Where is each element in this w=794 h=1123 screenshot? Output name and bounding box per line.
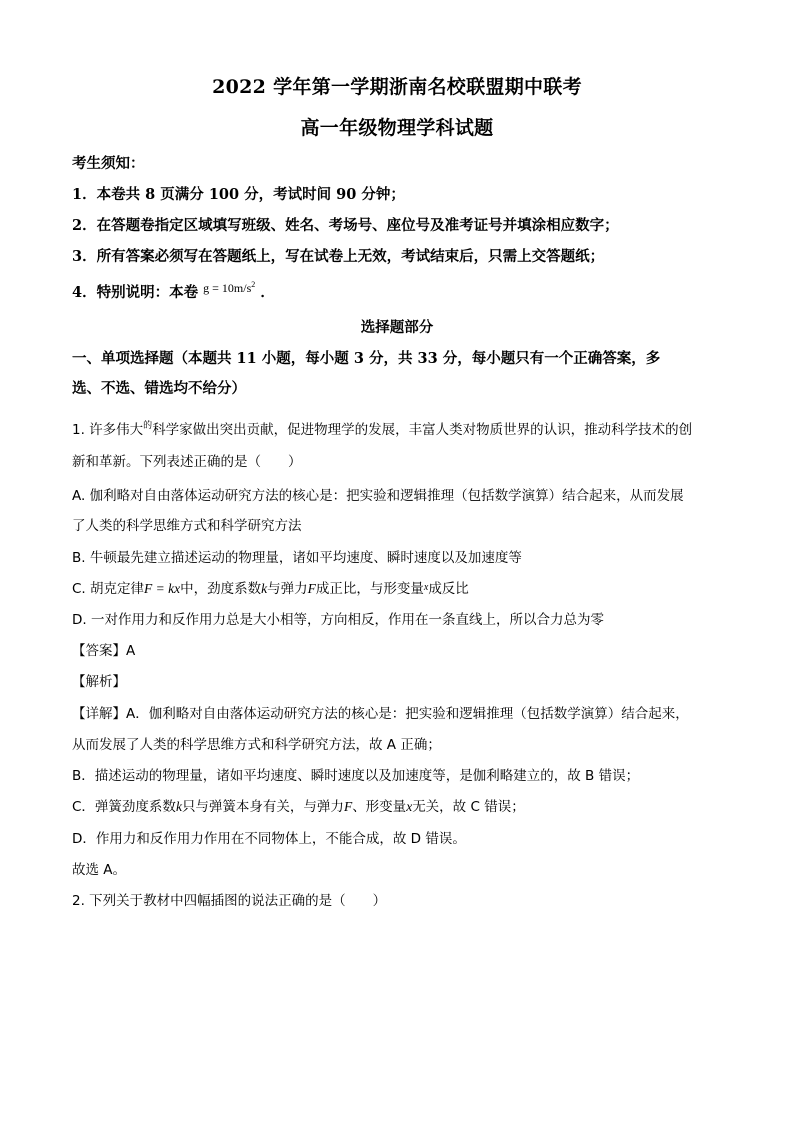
q1-stem-line-1: 1. 许多伟大$^的$科学家做出突出贡献，促进物理学的发展，丰富人类对物质世界的认识，推动科学技术的创 (72, 421, 693, 438)
q1-detail-line-4: C．弹簧劲度系数k只与弹簧本身有关，与弹力F、形变量x无关，故 C 错误； (72, 799, 525, 815)
q1-option-d: D. 一对作用力和反作用力总是大小相等，方向相反，作用在一条直线上，所以合力总为零 (72, 612, 604, 628)
section-title: 选择题部分 (360, 319, 434, 336)
q2-stem: 2. 下列关于教材中四幅插图的说法正确的是（ ） (72, 893, 387, 909)
q1-conclusion: 故选 A。 (72, 862, 127, 878)
q1-stem-small-char: 的 (143, 421, 153, 431)
q1-option-a-line-1: A. 伽利略对自由落体运动研究方法的核心是：把实验和逻辑推理（包括数学演算）结合起来，从而发展 (72, 488, 684, 504)
q1-stem-line-2: 新和革新。下列表述正确的是（ ） (72, 454, 302, 470)
q1-detail-line-2: 从而发展了人类的科学思维方式和科学研究方法，故 A 正确； (72, 737, 441, 753)
q1-detail-line-3: B．描述运动的物理量，诸如平均速度、瞬时速度以及加速度等，是伽利略建立的，故 B 错误； (72, 768, 640, 784)
notice-heading: 考生须知： (72, 155, 145, 172)
part-heading-line-2: 选、不选、错选均不给分） (72, 380, 246, 397)
exam-subtitle: 高一年级物理学科试题 (300, 117, 494, 139)
q1-answer: 【答案】A (72, 643, 136, 659)
notice-item-3: 3．所有答案必须写在答题纸上，写在试卷上无效，考试结束后，只需上交答题纸； (72, 248, 605, 265)
q1-detail-line-1: 【详解】A．伽利略对自由落体运动研究方法的核心是：把实验和逻辑推理（包括数学演算）结合起来， (72, 706, 689, 722)
q1-option-b: B. 牛顿最先建立描述运动的物理量，诸如平均速度、瞬时速度以及加速度等 (72, 550, 522, 566)
notice-item-4-suffix: ． (260, 284, 275, 301)
exam-title: 2022 学年第一学期浙南名校联盟期中联考 (212, 76, 582, 98)
notice-item-1: 1．本卷共 8 页满分 100 分，考试时间 90 分钟； (72, 186, 405, 203)
part-heading-line-1: 一、单项选择题（本题共 11 小题，每小题 3 分，共 33 分，每小题只有一个正确答案，多 (72, 350, 661, 367)
hooke-formula: F = kx (144, 581, 181, 596)
q1-detail-line-5: D．作用力和反作用力作用在不同物体上，不能合成，故 D 错误。 (72, 831, 466, 847)
q1-analysis-heading: 【解析】 (72, 674, 126, 690)
notice-item-4 (72, 280, 275, 302)
gravity-formula: g = 10m/s2 (203, 280, 256, 295)
notice-item-4-prefix: 4．特别说明：本卷 (72, 284, 199, 301)
q1-option-c: C. 胡克定律F = kx中，劲度系数k与弹力F成正比，与形变量$^x$成反比 (72, 581, 469, 597)
q1-option-a-line-2: 了人类的科学思维方式和科学研究方法 (72, 518, 302, 534)
notice-item-2: 2．在答题卷指定区域填写班级、姓名、考场号、座位号及准考证号并填涂相应数字； (72, 217, 619, 234)
